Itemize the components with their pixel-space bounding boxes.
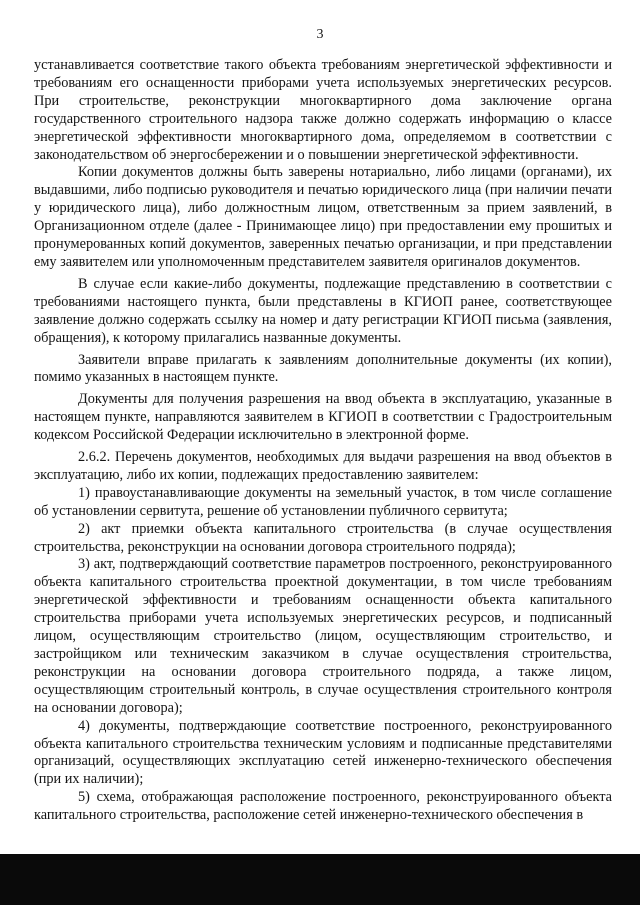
paragraph-copies: Копии документов должны быть заверены нотариально, либо лицами (органами), их выдавшими, либо подписью руководителя и печатью юридического лица (при наличии печати у юридического лица), либо должностным лицом, ответственным за прием заявлений, в Организационном отделе (далее - Принимающее лицо) при предоставлении ему прошитых и пронумерованных копий документов, заверенных печатью организации, и при представлении ему заявителем или уполномоченным представителем заявителя оригиналов документов. [34, 164, 612, 270]
list-item-1: 1) правоустанавливающие документы на земельный участок, в том числе соглашение об установлении сервитута, решение об установлении публичного сервитута; [34, 484, 612, 519]
paragraph-additional-documents: Заявители вправе прилагать к заявлениям дополнительные документы (их копии), помимо указанных в настоящем пункте. [34, 351, 612, 386]
list-item-2: 2) акт приемки объекта капитального строительства (в случае осуществления строительства, реконструкции на основании договора строительного подряда); [34, 520, 612, 555]
list-item-5: 5) схема, отображающая расположение построенного, реконструированного объекта капитального строительства, расположение сетей инженерно-технического обеспечения в [34, 789, 612, 824]
list-item-4: 4) документы, подтверждающие соответствие построенного, реконструированного объекта капитального строительства техническим условиям и подписанные представителями организаций, осуществляющих эксплуатацию сетей инженерно-технического обеспечения (при их наличии); [34, 717, 612, 788]
list-item-3: 3) акт, подтверждающий соответствие параметров построенного, реконструированного объекта капитального строительства проектной документации, в том числе требованиям энергетической эффективности и требованиям оснащенности объекта капитального строительства приборами учета используемых энергетических ресурсов, и подписанный лицом, осуществляющим строительство (лицом, осуществляющим строительство, и застройщиком или техническим заказчиком в случае осуществления строительства, реконструкции на основании договора строительного подряда, а также лицом, осуществляющим строительный контроль, в случае осуществления строительного контроля на основании договора); [34, 556, 612, 716]
paragraph-section-2-6-2: 2.6.2. Перечень документов, необходимых для выдачи разрешения на ввод объектов в эксплуатацию, либо их копии, подлежащих предоставлению заявителем: [34, 449, 612, 483]
scan-black-border [0, 854, 640, 905]
paragraph-previously-submitted: В случае если какие-либо документы, подлежащие представлению в соответствии с требованиями настоящего пункта, были представлены в КГИОП ранее, соответствующее заявление должно содержать ссылку на номер и дату регистрации КГИОП письма (заявления, обращения), к которому прилагались названные документы. [34, 275, 612, 346]
paragraph-electronic-form: Документы для получения разрешения на ввод объекта в эксплуатацию, указанные в настоящем пункте, направляются заявителем в КГИОП в соответствии с Градостроительным кодексом Российской Федерации исключительно в электронной форме. [34, 391, 612, 444]
document-body [34, 57, 612, 825]
page-number: 3 [316, 27, 324, 42]
paragraph-continuation: устанавливается соответствие такого объекта требованиям энергетической эффективности и требованиям его оснащенности приборами учета используемых энергетических ресурсов. При строительстве, реконструкции многоквартирного дома заключение органа государственного строительного надзора также должно содержать информацию о классе энергетической эффективности многоквартирного дома, определяемом в соответствии с законодательством об энергосбережении и о повышении энергетической эффективности. [34, 57, 612, 163]
